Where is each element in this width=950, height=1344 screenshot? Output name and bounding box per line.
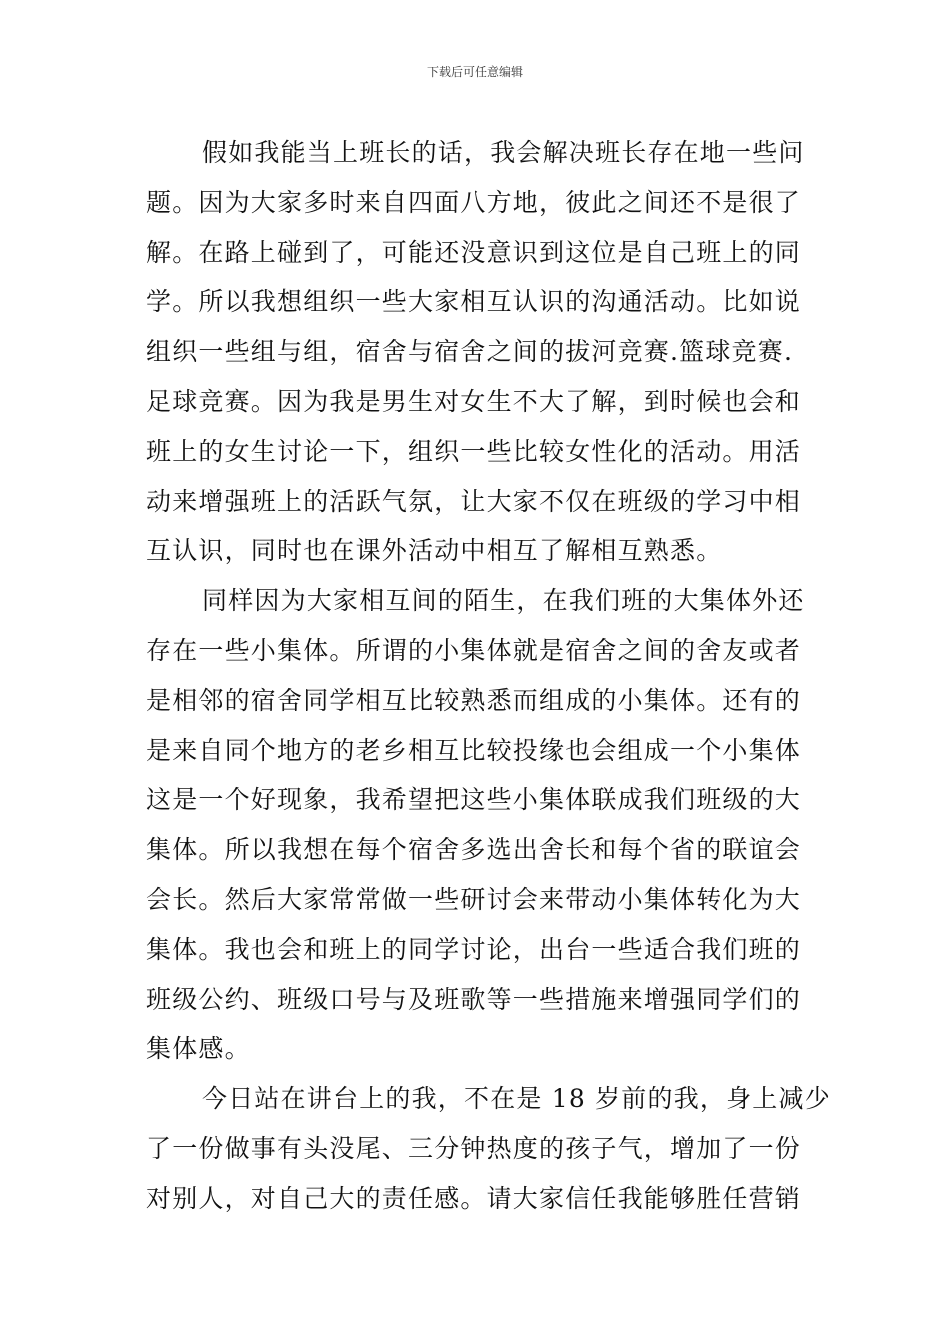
- text-line: 集体感。: [146, 1034, 251, 1064]
- text-line: 班上的女生讨论一下，组织一些比较女性化的活动。用活: [146, 436, 802, 466]
- page-header: 下载后可任意编辑: [426, 65, 523, 79]
- text-line: 这是一个好现象，我希望把这些小集体联成我们班级的大: [146, 785, 802, 815]
- paragraph-3: [146, 1074, 831, 1223]
- text-line: 足球竞赛。因为我是男生对女生不大了解，到时候也会和: [146, 386, 802, 416]
- text-line: 了一份做事有头没尾、三分钟热度的孩子气，增加了一份: [146, 1133, 802, 1163]
- text-line: 组织一些组与组，宿舍与宿舍之间的拔河竞赛.篮球竞赛.: [146, 337, 794, 367]
- text-line: 互认识，同时也在课外活动中相互了解相互熟悉。: [146, 536, 723, 566]
- text-line: 会长。然后大家常常做一些研讨会来带动小集体转化为大: [146, 884, 802, 914]
- document-body: [146, 128, 831, 1224]
- text-line: 是来自同个地方的老乡相互比较投缘也会组成一个小集体: [146, 735, 802, 765]
- text-line: 是相邻的宿舍同学相互比较熟悉而组成的小集体。还有的: [146, 685, 802, 715]
- text-line: 解。在路上碰到了，可能还没意识到这位是自己班上的同: [146, 237, 802, 267]
- paragraph-2: [146, 576, 810, 1074]
- text-line: 动来增强班上的活跃气氛，让大家不仅在班级的学习中相: [146, 486, 802, 516]
- text-line: 存在一些小集体。所谓的小集体就是宿舍之间的舍友或者: [146, 635, 802, 665]
- text-line: 假如我能当上班长的话，我会解决班长存在地一些问: [202, 138, 805, 167]
- paragraph-1: [146, 128, 810, 576]
- text-line: 学。所以我想组织一些大家相互认识的沟通活动。比如说: [146, 287, 802, 317]
- text-line: 同样因为大家相互间的陌生，在我们班的大集体外还: [202, 586, 805, 616]
- text-line: 集体。我也会和班上的同学讨论，出台一些适合我们班的: [146, 934, 802, 964]
- text-line: 对别人，对自己大的责任感。请大家信任我能够胜任营销: [146, 1183, 802, 1213]
- text-line: 集体。所以我想在每个宿舍多选出舍长和每个省的联谊会: [146, 835, 802, 865]
- text-line: 题。因为大家多时来自四面八方地，彼此之间还不是很了: [146, 187, 802, 217]
- text-line: 班级公约、班级口号与及班歌等一些措施来增强同学们的: [146, 984, 802, 1014]
- text-line: 今日站在讲台上的我，不在是 18 岁前的我，身上减少: [202, 1084, 831, 1114]
